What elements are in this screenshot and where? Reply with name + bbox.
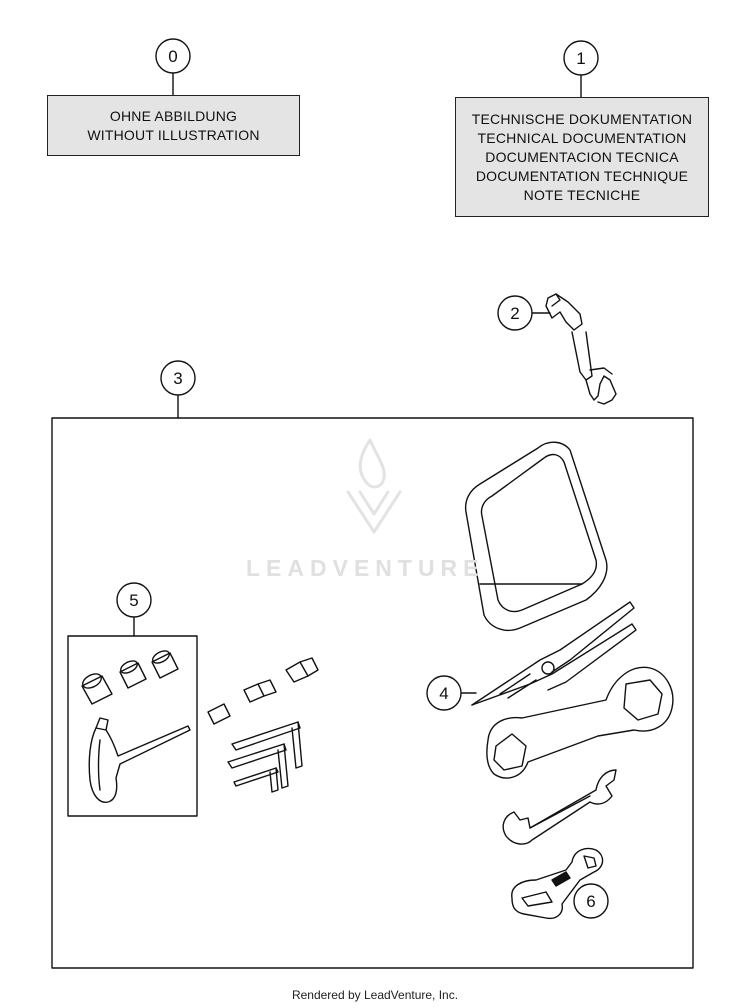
sockets-illustration[interactable] xyxy=(80,648,178,704)
note-technical-documentation xyxy=(455,97,709,217)
note-without-illustration xyxy=(47,95,300,156)
note-1-line-1: TECHNISCHE DOKUMENTATION xyxy=(471,110,693,127)
note-1-line-2: TECHNICAL DOCUMENTATION xyxy=(477,129,687,146)
note-1-line-5: NOTE TECNICHE xyxy=(523,186,641,203)
callout-3[interactable] xyxy=(161,361,195,418)
callout-3-label: 3 xyxy=(173,369,183,388)
note-1-line-3: DOCUMENTACION TECNICA xyxy=(485,148,679,165)
part-2-tool-illustration[interactable] xyxy=(546,294,616,404)
callout-4[interactable] xyxy=(427,676,476,710)
watermark-text: LEADVENTURE xyxy=(246,555,485,581)
tool-pouch-illustration[interactable] xyxy=(466,442,607,630)
t-handle-driver-illustration[interactable] xyxy=(89,718,190,802)
note-0-line-1: OHNE ABBILDUNG xyxy=(109,107,238,124)
bits-and-adapters-illustration[interactable] xyxy=(208,658,318,792)
footer-credit: Rendered by LeadVenture, Inc. xyxy=(291,988,459,1002)
callout-6[interactable] xyxy=(574,884,608,918)
callout-0-label: 0 xyxy=(168,47,178,66)
callout-0[interactable] xyxy=(156,39,190,95)
open-end-wrench-illustration[interactable] xyxy=(503,770,616,844)
callout-2-label: 2 xyxy=(510,304,520,323)
socket-kit-frame xyxy=(68,636,197,816)
callout-6-label: 6 xyxy=(586,892,596,911)
note-1-line-4: DOCUMENTATION TECHNIQUE xyxy=(475,167,689,184)
note-0-line-2: WITHOUT ILLUSTRATION xyxy=(87,126,260,143)
callout-5[interactable] xyxy=(117,583,151,636)
callout-4-label: 4 xyxy=(439,684,449,703)
callout-5-label: 5 xyxy=(129,591,139,610)
watermark-logo-icon xyxy=(348,440,400,532)
callout-2[interactable] xyxy=(498,296,550,330)
callout-1[interactable] xyxy=(564,41,598,97)
callout-1-label: 1 xyxy=(576,49,586,68)
